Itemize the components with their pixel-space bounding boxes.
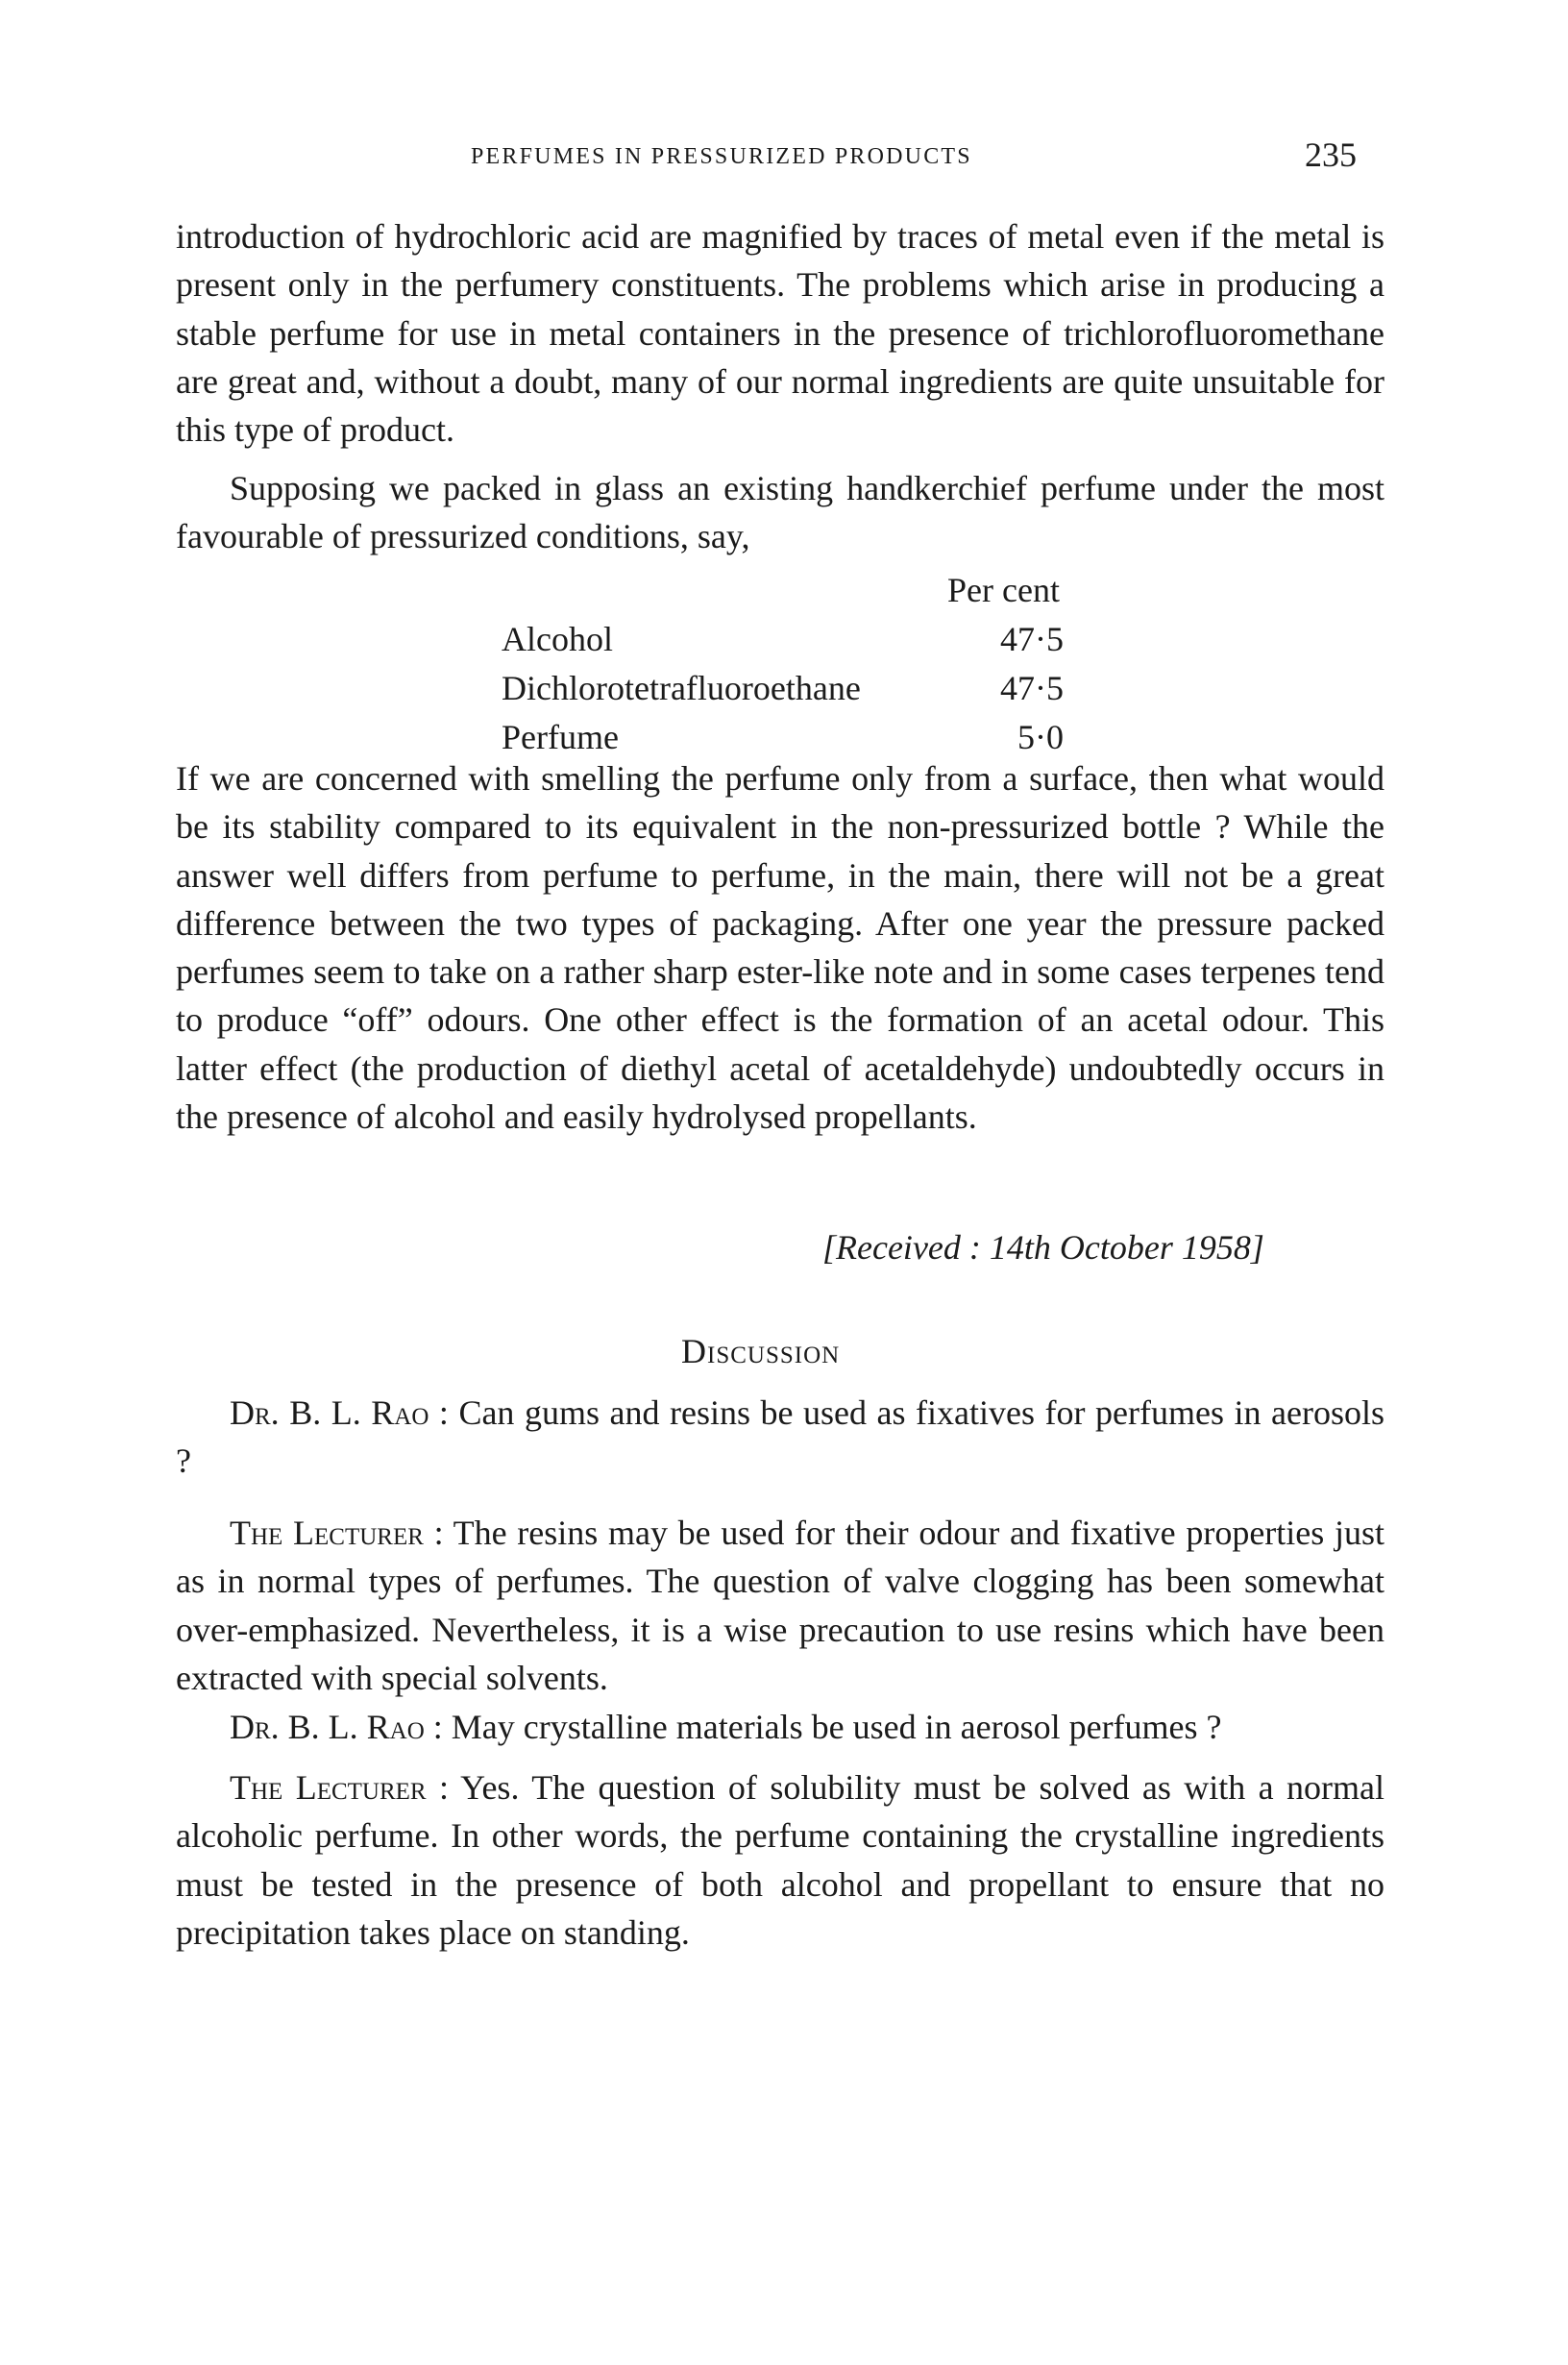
discussion-entry: [176, 1763, 1384, 1957]
discussion-heading: Discussion: [681, 1332, 841, 1370]
component-percent: 47·5: [1000, 620, 1064, 658]
discussion-entry: [176, 1509, 1384, 1702]
body-paragraph-3: If we are concerned with smelling the perfume only from a surface, then what would be its stability compared to its equivalent in the non-pressurized bottle ? While the answer well differs from perfume to perfume, in the main, there will not be a great difference between the two types of packaging. After one year the pressure packed perfumes seem to take on a rather sharp ester-like note and in some cases terpenes tend to produce “off” odours. One other effect is the formation of an acetal odour. This latter effect (the production of diethyl acetal of acetaldehyde) undoubtedly occurs in the presence of alcohol and easily hydrolysed propellants.: [176, 759, 1384, 1137]
discussion-text: Can gums and resins be used as fixatives for perfumes in aerosols ?: [176, 1393, 1385, 1481]
speaker-label: The Lecturer :: [230, 1768, 449, 1807]
component-name: Alcohol: [502, 620, 613, 658]
speaker-label: Dr. B. L. Rao :: [230, 1708, 443, 1746]
discussion-text: The resins may be used for their odour and fixative properties just as in normal types of perfumes. The question of valve clogging has been somewhat over-emphasized. Nevertheless, it is a wise precaution to use resins which have been extracted with special solvents.: [176, 1514, 1384, 1697]
composition-column-header: Per cent: [947, 571, 1060, 609]
discussion-entry: [176, 1703, 1384, 1751]
discussion-text: May crystalline materials be used in aerosol perfumes ?: [451, 1708, 1222, 1746]
component-percent: 5·0: [1017, 718, 1064, 756]
body-paragraph-1: introduction of hydrochloric acid are magnified by traces of metal even if the metal is present only in the perfumery constituents. The problems which arise in producing a stable perfume for use in metal containers in the presence of trichlorofluoromethane are great and, without a doubt, many of our normal ingredients are quite unsuitable for this type of product.: [176, 217, 1384, 450]
speaker-label: Dr. B. L. Rao :: [230, 1393, 449, 1432]
discussion-text: Yes. The question of solubility must be solved as with a normal alcoholic perfume. In other words, the perfume containing the crystalline ingredients must be tested in the presence of both alcohol and propellant to ensure that no precipitation takes place on standing.: [176, 1768, 1385, 1952]
body-paragraph-2: Supposing we packed in glass an existing handkerchief perfume under the most favourable of pressurized conditions, say,: [176, 469, 1384, 556]
running-title: PERFUMES IN PRESSURIZED PRODUCTS: [471, 144, 972, 169]
received-date: [Received : 14th October 1958]: [822, 1228, 1264, 1267]
page-number: 235: [1305, 135, 1357, 174]
component-name: Perfume: [502, 718, 619, 756]
speaker-label: The Lecturer :: [230, 1514, 444, 1552]
component-percent: 47·5: [1000, 669, 1064, 707]
discussion-entry: [176, 1389, 1384, 1486]
component-name: Dichlorotetrafluoroethane: [502, 669, 861, 707]
